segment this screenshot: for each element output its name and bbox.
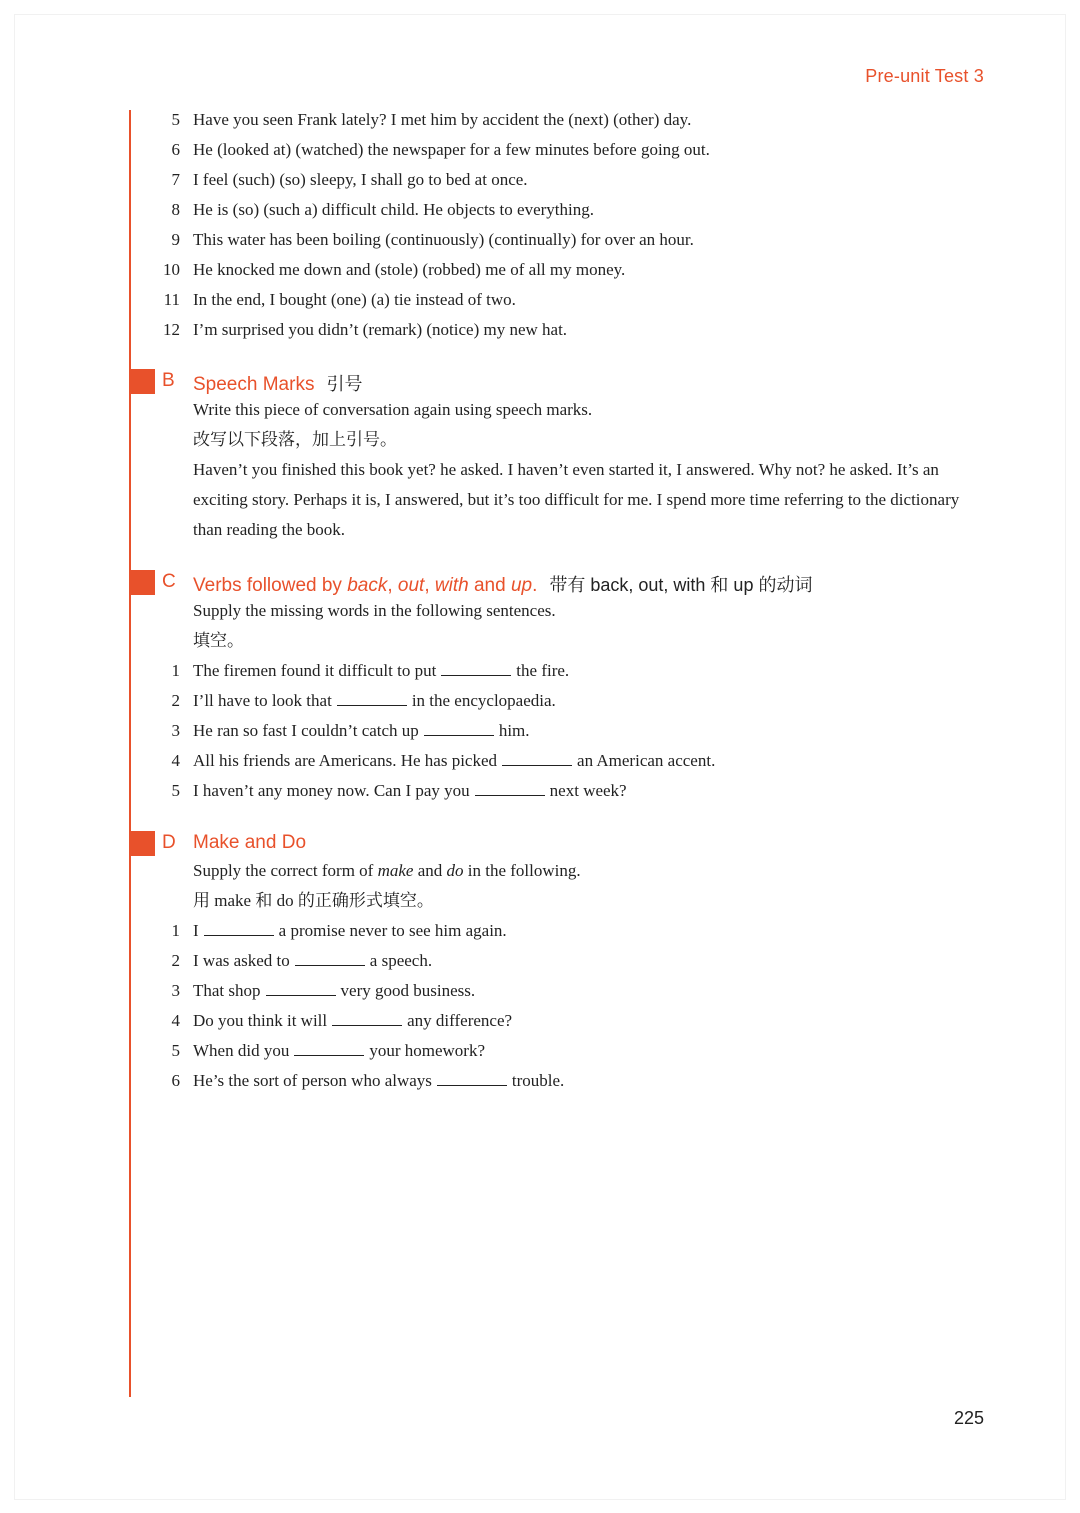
section-title xyxy=(193,571,812,597)
item-number: 5 xyxy=(171,781,180,800)
item-text: any difference? xyxy=(407,1011,513,1030)
answer-blank[interactable] xyxy=(204,921,274,936)
item-text: a promise never to see him again. xyxy=(278,921,507,940)
instruction-part: in the following. xyxy=(463,861,581,880)
instruction-word: make xyxy=(377,861,414,880)
item-number: 3 xyxy=(171,721,180,740)
item-number: 6 xyxy=(171,1071,180,1090)
section-title-en: Speech Marks xyxy=(193,374,315,395)
answer-blank[interactable] xyxy=(332,1011,402,1026)
item-text: I xyxy=(193,921,199,940)
item-text: I haven’t any money now. Can I pay you xyxy=(193,781,470,800)
instruction-zh-text: 填空。 xyxy=(193,631,244,650)
item-number: 1 xyxy=(171,661,180,680)
item-text: an American accent. xyxy=(577,751,716,770)
answer-blank[interactable] xyxy=(475,781,545,796)
answer-blank[interactable] xyxy=(294,1041,364,1056)
item-text: Do you think it will xyxy=(193,1011,328,1030)
item-number: 5 xyxy=(171,110,180,129)
item-number: 8 xyxy=(171,200,180,219)
instruction-zh-text: 用 make 和 do 的正确形式填空。 xyxy=(193,891,434,910)
item-number: 7 xyxy=(171,170,180,189)
item-number: 3 xyxy=(171,981,180,1000)
item-text: He’s the sort of person who always xyxy=(193,1071,432,1090)
answer-blank[interactable] xyxy=(437,1071,507,1086)
page-number: 225 xyxy=(953,1408,984,1428)
item-text: Have you seen Frank lately? I met him by accident the (next) (other) day. xyxy=(193,110,692,129)
title-word: back xyxy=(347,575,388,596)
section-marker xyxy=(130,831,155,856)
item-number: 6 xyxy=(171,140,180,159)
item-text: next week? xyxy=(549,781,627,800)
item-text: the fire. xyxy=(516,661,570,680)
item-text: This water has been boiling (continuously) (continually) for over an hour. xyxy=(193,230,694,249)
title-part: and xyxy=(468,575,511,596)
item-number: 5 xyxy=(171,1041,180,1060)
item-text: He knocked me down and (stole) (robbed) me of all my money. xyxy=(193,260,626,279)
title-part: , xyxy=(424,575,435,596)
answer-blank[interactable] xyxy=(337,691,407,706)
item-text: In the end, I bought (one) (a) tie instead of two. xyxy=(193,290,516,309)
item-number: 10 xyxy=(163,260,180,279)
item-text: him. xyxy=(498,721,530,740)
section-title xyxy=(193,832,306,854)
item-number: 4 xyxy=(171,1011,180,1030)
section-letter: B xyxy=(162,370,175,391)
item-number: 11 xyxy=(163,290,180,309)
item-number: 2 xyxy=(171,951,180,970)
item-text: I’ll have to look that xyxy=(193,691,332,710)
section-marker xyxy=(130,369,155,394)
item-text: I was asked to xyxy=(193,951,290,970)
item-text: in the encyclopaedia. xyxy=(411,691,556,710)
running-head: Pre-unit Test 3 xyxy=(865,66,984,86)
section-title-zh: 引号 xyxy=(326,374,363,394)
margin-rule xyxy=(129,110,131,1397)
item-number: 1 xyxy=(171,921,180,940)
item-text: I feel (such) (so) sleepy, I shall go to bed at once. xyxy=(193,170,528,189)
item-text: That shop xyxy=(193,981,261,1000)
item-number: 12 xyxy=(163,320,180,339)
item-text: He ran so fast I couldn’t catch up xyxy=(193,721,419,740)
item-text: very good business. xyxy=(340,981,476,1000)
item-text: He is (so) (such a) difficult child. He objects to everything. xyxy=(193,200,594,219)
passage: Haven’t you finished this book yet? he asked. I haven’t even started it, I answered. Why not? he asked. It’s an exciting story. Perhaps it is, I answered, but it’s too difficult for me. I spend more time referring to the dictionary than reading the book. xyxy=(193,460,960,539)
item-text: trouble. xyxy=(511,1071,565,1090)
section-marker xyxy=(130,570,155,595)
item-text: All his friends are Americans. He has picked xyxy=(193,751,498,770)
instruction-word: do xyxy=(446,861,464,880)
instruction-text: Write this piece of conversation again using speech marks. xyxy=(193,400,593,419)
instruction-part: Supply the correct form of xyxy=(193,861,378,880)
item-text: He (looked at) (watched) the newspaper for a few minutes before going out. xyxy=(193,140,710,159)
title-part: , xyxy=(387,575,398,596)
item-text: The firemen found it difficult to put xyxy=(193,661,437,680)
item-text: When did you xyxy=(193,1041,290,1060)
item-text: a speech. xyxy=(369,951,433,970)
title-part: . xyxy=(532,575,538,596)
instruction-part: and xyxy=(413,861,447,880)
section-letter: C xyxy=(162,571,176,592)
instruction-text: Supply the missing words in the following sentences. xyxy=(193,601,556,620)
answer-blank[interactable] xyxy=(441,661,511,676)
section-title xyxy=(193,370,362,396)
answer-blank[interactable] xyxy=(502,751,572,766)
answer-blank[interactable] xyxy=(266,981,336,996)
title-part: Verbs followed by xyxy=(193,575,348,596)
item-number: 9 xyxy=(171,230,180,249)
title-word: out xyxy=(397,575,425,596)
title-word: up xyxy=(510,575,533,596)
answer-blank[interactable] xyxy=(424,721,494,736)
item-text: I’m surprised you didn’t (remark) (notice) my new hat. xyxy=(193,320,568,339)
answer-blank[interactable] xyxy=(295,951,365,966)
instruction-zh-text: 改写以下段落，加上引号。 xyxy=(193,430,397,449)
section-title-zh: 带有 back, out, with 和 up 的动词 xyxy=(549,575,813,595)
item-number: 4 xyxy=(171,751,180,770)
item-text: your homework? xyxy=(369,1041,485,1060)
item-number: 2 xyxy=(171,691,180,710)
section-title-en: Make and Do xyxy=(193,832,307,853)
section-letter: D xyxy=(162,832,176,853)
title-word: with xyxy=(434,575,469,596)
